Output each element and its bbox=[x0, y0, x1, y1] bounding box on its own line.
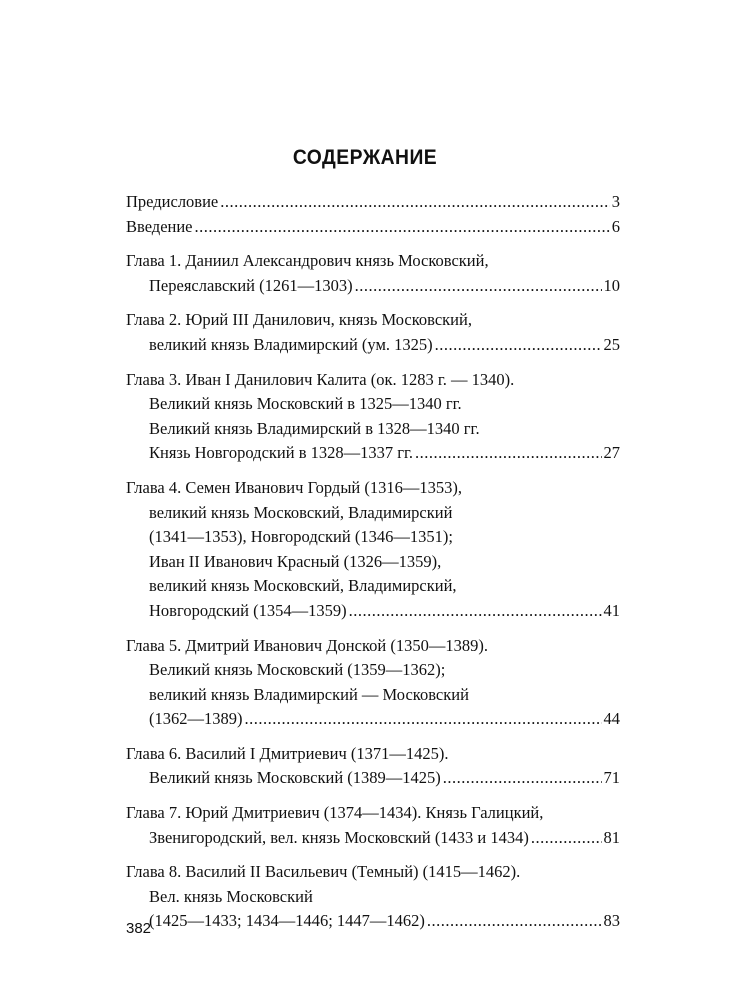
toc-line-text: Глава 5. Дмитрий Иванович Донской (1350—1389). bbox=[126, 635, 488, 655]
dot-leader bbox=[355, 274, 602, 299]
toc-entry bbox=[126, 190, 620, 215]
toc-entry bbox=[126, 368, 620, 466]
toc-line bbox=[126, 683, 620, 708]
toc-line-text: великий князь Владимирский (ум. 1325) bbox=[149, 334, 433, 354]
toc-entry bbox=[126, 634, 620, 732]
toc-line-text: великий князь Владимирский — Московский bbox=[149, 684, 469, 704]
toc-line-text: Великий князь Владимирский в 1328—1340 гг. bbox=[149, 418, 480, 438]
toc-entry bbox=[126, 801, 620, 850]
toc-line-text: Глава 1. Даниил Александрович князь Московский, bbox=[126, 251, 489, 271]
toc-line bbox=[126, 550, 620, 575]
dot-leader bbox=[245, 707, 602, 732]
toc-line bbox=[126, 476, 620, 501]
toc-line bbox=[126, 333, 620, 358]
toc-line-text: Глава 6. Василий I Дмитриевич (1371—1425). bbox=[126, 743, 449, 763]
toc-line-text: Введение bbox=[126, 216, 193, 236]
toc-line-text: Глава 2. Юрий III Данилович, князь Московский, bbox=[126, 310, 472, 330]
toc-line-text: Глава 3. Иван I Данилович Калита (ок. 1283 г. — 1340). bbox=[126, 369, 515, 389]
dot-leader bbox=[443, 766, 602, 791]
toc-line-text: Глава 7. Юрий Дмитриевич (1374—1434). Князь Галицкий, bbox=[126, 803, 544, 823]
toc-line-text: Иван II Иванович Красный (1326—1359), bbox=[149, 551, 442, 571]
dot-leader bbox=[415, 441, 601, 466]
toc-line bbox=[126, 801, 620, 826]
page-number: 382 bbox=[126, 920, 152, 937]
toc-entry bbox=[126, 742, 620, 791]
dot-leader bbox=[220, 190, 610, 215]
toc-line bbox=[126, 525, 620, 550]
toc-line bbox=[126, 860, 620, 885]
toc-page-number: 3 bbox=[611, 192, 620, 211]
toc-entry bbox=[126, 249, 620, 298]
toc-line-text: Вел. князь Московский bbox=[149, 886, 313, 906]
toc-line bbox=[126, 707, 620, 732]
toc-line bbox=[126, 441, 620, 466]
toc-line bbox=[126, 190, 620, 215]
toc-line-text: Глава 8. Василий II Васильевич (Темный) (1415—1462). bbox=[126, 862, 521, 882]
dot-leader bbox=[531, 826, 602, 851]
toc-line-text: (1362—1389) bbox=[149, 709, 243, 729]
toc-line bbox=[126, 501, 620, 526]
dot-leader bbox=[427, 909, 602, 934]
toc-line-text: великий князь Московский, Владимирский bbox=[149, 502, 453, 522]
toc-entry bbox=[126, 476, 620, 624]
dot-leader bbox=[349, 599, 602, 624]
dot-leader bbox=[195, 215, 610, 240]
toc-page-number: 81 bbox=[603, 827, 620, 847]
toc-line bbox=[126, 574, 620, 599]
toc-line-text: (1341—1353), Новгородский (1346—1351); bbox=[149, 527, 453, 547]
toc-entry bbox=[126, 215, 620, 240]
toc-line-text: Великий князь Московский (1359—1362); bbox=[149, 660, 446, 680]
toc-line bbox=[126, 249, 620, 274]
toc-line-text: Глава 4. Семен Иванович Гордый (1316—1353), bbox=[126, 477, 462, 497]
toc-line bbox=[126, 909, 620, 934]
toc-line-text: Звенигородский, вел. князь Московский (1433 и 1434) bbox=[149, 827, 529, 847]
toc-page-number: 27 bbox=[603, 443, 620, 463]
toc-line bbox=[126, 368, 620, 393]
toc-page-number: 44 bbox=[603, 709, 620, 729]
toc-line bbox=[126, 634, 620, 659]
toc-line bbox=[126, 658, 620, 683]
toc-line bbox=[126, 766, 620, 791]
toc-line bbox=[126, 885, 620, 910]
toc-entry bbox=[126, 308, 620, 357]
toc-line bbox=[126, 599, 620, 624]
toc-line bbox=[126, 308, 620, 333]
toc-line-text: Великий князь Московский в 1325—1340 гг. bbox=[149, 394, 462, 414]
toc-page-number: 83 bbox=[603, 911, 620, 931]
toc-page-number: 71 bbox=[603, 768, 620, 788]
toc-line bbox=[126, 742, 620, 767]
toc-line-text: Переяславский (1261—1303) bbox=[149, 275, 353, 295]
toc-line-text: Новгородский (1354—1359) bbox=[149, 600, 347, 620]
toc-line bbox=[126, 392, 620, 417]
toc-page-number: 41 bbox=[603, 600, 620, 620]
toc-line-text: Князь Новгородский в 1328—1337 гг. bbox=[149, 443, 414, 463]
toc-page-number: 25 bbox=[603, 334, 620, 354]
toc-line-text: (1425—1433; 1434—1446; 1447—1462) bbox=[149, 911, 425, 931]
toc-line-text: великий князь Московский, Владимирский, bbox=[149, 576, 457, 596]
toc-line bbox=[126, 215, 620, 240]
toc-line bbox=[126, 417, 620, 442]
toc-page-number: 10 bbox=[603, 275, 620, 295]
toc-line bbox=[126, 826, 620, 851]
page-title: СОДЕРЖАНИЕ bbox=[292, 146, 438, 169]
toc-page-number: 6 bbox=[611, 216, 620, 236]
toc-line-text: Великий князь Московский (1389—1425) bbox=[149, 768, 441, 788]
toc-entry bbox=[126, 860, 620, 934]
toc-line bbox=[126, 274, 620, 299]
dot-leader bbox=[435, 333, 602, 358]
toc-line-text: Предисловие bbox=[126, 192, 219, 211]
table-of-contents bbox=[126, 190, 620, 934]
